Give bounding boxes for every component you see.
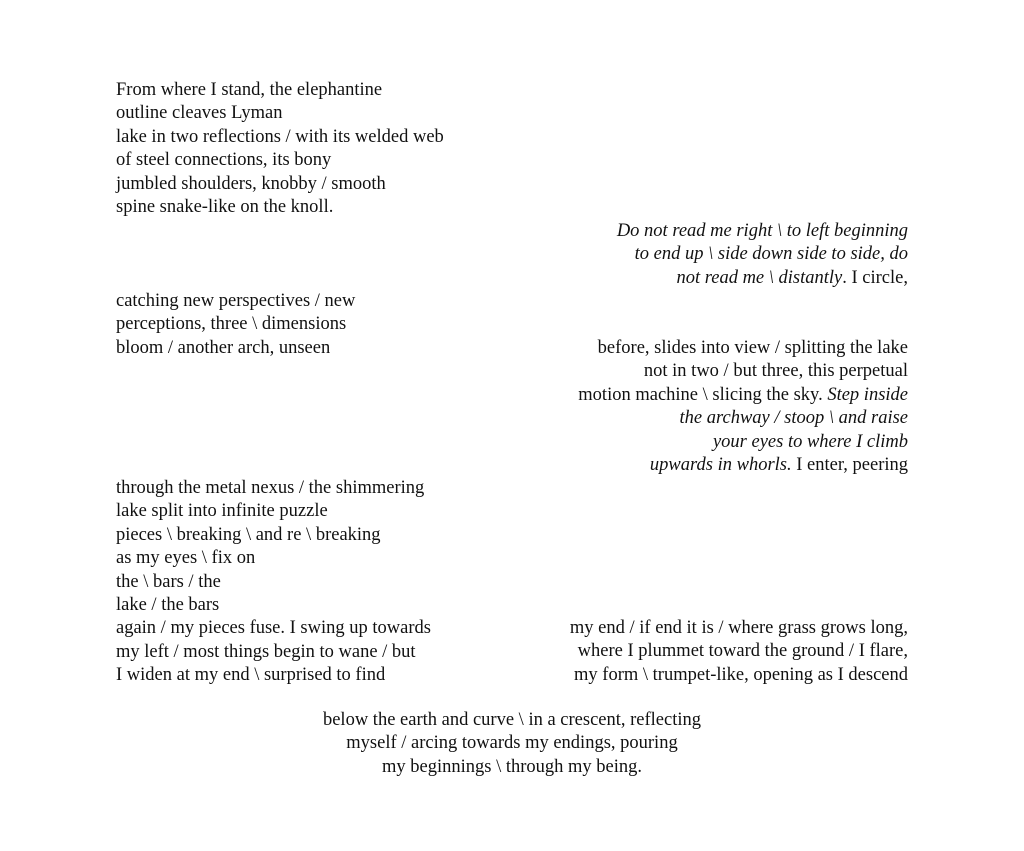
poem-line: my form \ trumpet-like, opening as I descend xyxy=(574,664,908,685)
roman-text: motion machine \ slicing the sky. xyxy=(578,384,828,405)
poem-line: bloom / another arch, unseen xyxy=(116,337,331,358)
poem-line xyxy=(617,267,908,290)
poem-line: again / my pieces fuse. I swing up towards xyxy=(116,618,431,639)
voice-stanza-2 xyxy=(578,337,908,477)
poem-line: catching new perspectives / new xyxy=(116,291,356,311)
poem-line xyxy=(578,431,908,454)
italic-text: Step inside xyxy=(827,384,908,405)
poem-line: my left / most things begin to wane / but xyxy=(116,641,416,662)
poem-line: From where I stand, the elephantine xyxy=(116,80,383,100)
coda-stanza xyxy=(0,709,1024,779)
poem-line: myself / arcing towards my endings, pouring xyxy=(346,733,678,754)
italic-text: Do not read me right \ to left beginning xyxy=(616,221,908,241)
poem-line: lake / the bars xyxy=(116,594,220,615)
poem-line: through the metal nexus / the shimmering xyxy=(116,478,425,498)
stanza-1 xyxy=(116,79,444,219)
roman-text: I enter, peering xyxy=(791,454,908,475)
poem-line: outline cleaves Lyman xyxy=(116,103,283,124)
italic-text: the archway / stoop \ and raise xyxy=(679,408,908,429)
poem-line xyxy=(578,407,908,430)
poem-line: lake split into infinite puzzle xyxy=(116,501,328,522)
poem-line: spine snake-like on the knoll. xyxy=(116,196,334,217)
poem-line: my end / if end it is / where grass grows long, xyxy=(569,618,908,638)
poem-line xyxy=(578,384,908,407)
poem-line: as my eyes \ fix on xyxy=(116,548,256,569)
poem-line: the \ bars / the xyxy=(116,571,221,592)
italic-text: your eyes to where I climb xyxy=(712,431,908,452)
roman-text: . I circle, xyxy=(842,267,908,288)
voice-stanza-3 xyxy=(570,617,908,687)
stanza-2 xyxy=(116,290,355,360)
poem-line: lake in two reflections / with its welded web xyxy=(116,126,444,147)
poem-line: before, slides into view / splitting the lake xyxy=(597,338,908,358)
italic-text: upwards in whorls. xyxy=(649,454,792,475)
poem-line xyxy=(578,454,908,477)
italic-text: to end up \ side down side to side, do xyxy=(634,244,908,265)
poem-line: perceptions, three \ dimensions xyxy=(116,314,347,335)
poem-line: jumbled shoulders, knobby / smooth xyxy=(116,173,386,194)
poem-line: where I plummet toward the ground / I flare, xyxy=(577,641,908,662)
voice-stanza-1 xyxy=(617,220,908,290)
poem-line: my beginnings \ through my being. xyxy=(381,756,642,777)
italic-text: not read me \ distantly xyxy=(676,267,843,288)
poem-line: below the earth and curve \ in a crescent, reflecting xyxy=(322,710,702,730)
poem-line: not in two / but three, this perpetual xyxy=(643,361,908,382)
poem-line: I widen at my end \ surprised to find xyxy=(116,665,386,686)
poem-line: of steel connections, its bony xyxy=(116,150,332,171)
poem-line xyxy=(617,243,908,266)
poem-line xyxy=(617,220,908,243)
poem-line: pieces \ breaking \ and re \ breaking xyxy=(116,524,381,545)
stanza-3 xyxy=(116,477,431,688)
